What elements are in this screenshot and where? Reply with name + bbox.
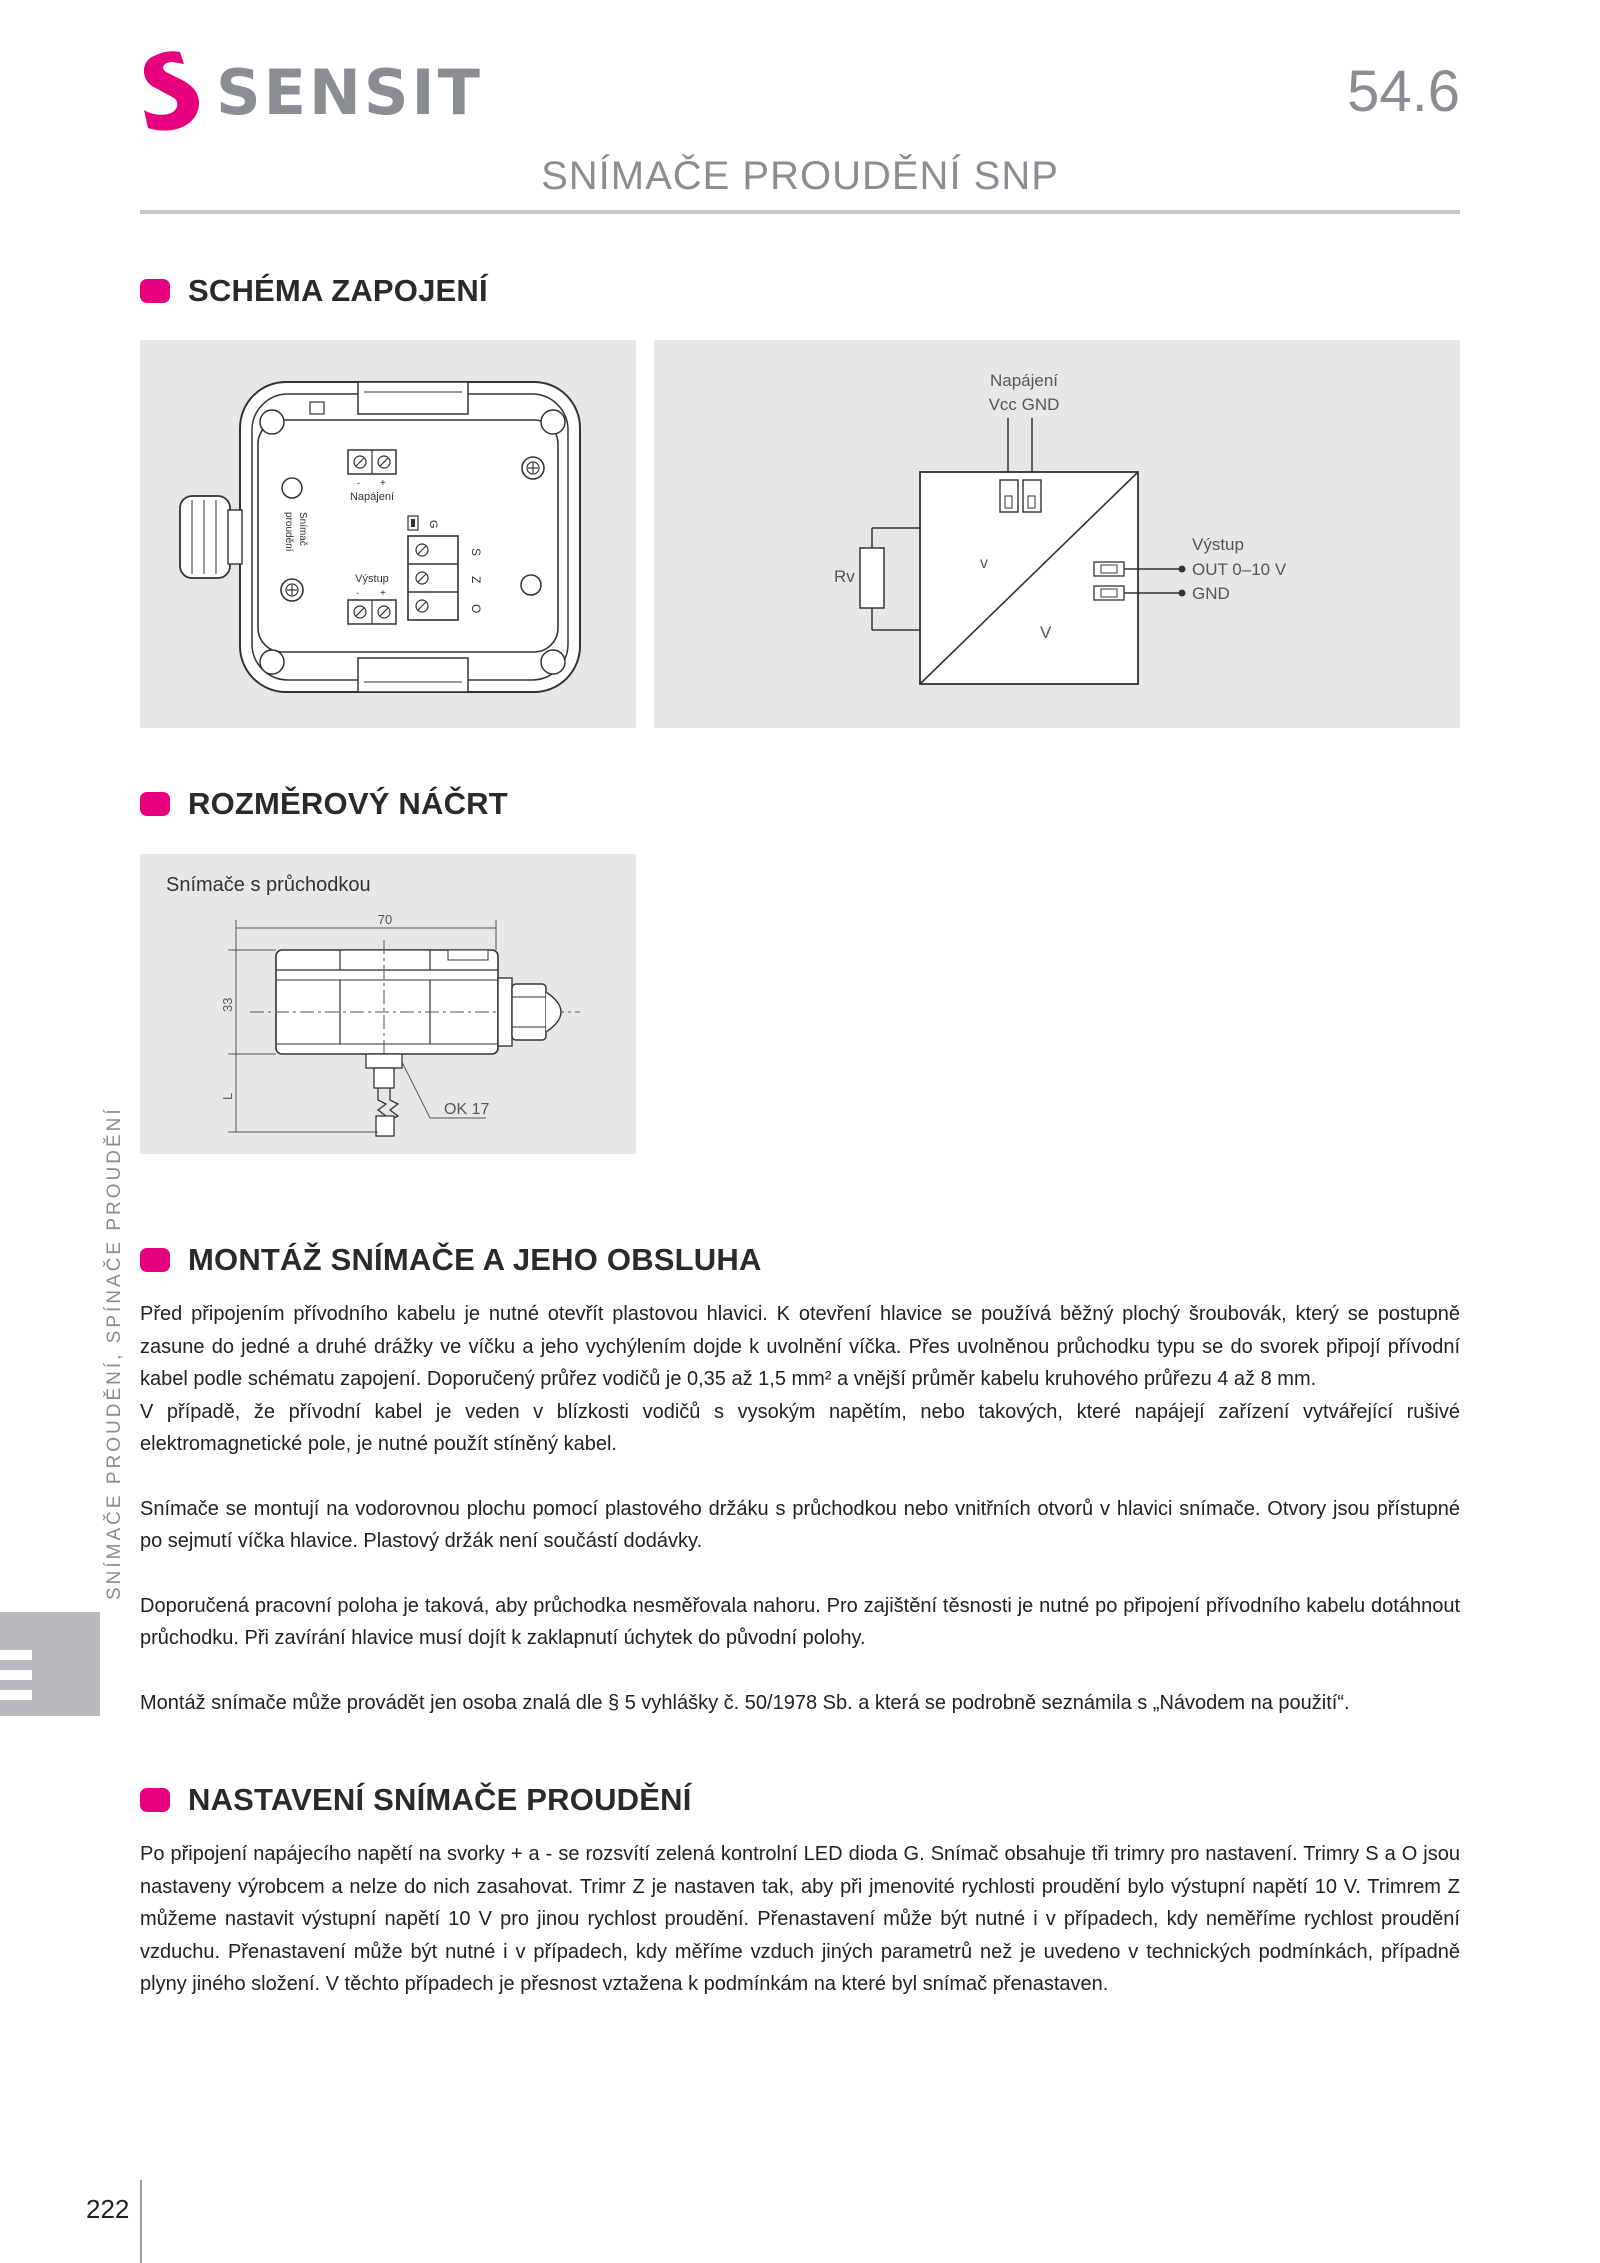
section-title: SCHÉMA ZAPOJENÍ [188, 273, 488, 308]
terminal-minus-bottom: - [356, 588, 359, 598]
terminal-plus-bottom: + [380, 588, 386, 599]
mounting-text [140, 1298, 1460, 1719]
mounting-paragraph-5: Montáž snímače může provádět jen osoba znalá dle § 5 vyhlášky č. 50/1978 Sb. a která se podrobně seznámila s „Návodem na použití“. [140, 1691, 1350, 1714]
dimension-sketch-panel [140, 854, 636, 1154]
section-title: MONTÁŽ SNÍMAČE A JEHO OBSLUHA [188, 1242, 762, 1277]
mounting-paragraph-4: Doporučená pracovní poloha je taková, aby průchodka nesměřovala nahoru. Pro zajištění těsnosti je nutné po připojení přívodního kabelu dotáhnout průchodku. Při zavírání hlavice musí dojít k zaklapnutí úchytek do původní polohy. [140, 1594, 1460, 1649]
sensor-label-line2: proudění [283, 512, 294, 552]
section-bullet-icon [140, 1248, 170, 1272]
section-bullet-icon [140, 1788, 170, 1812]
terminal-layout-drawing [140, 340, 636, 728]
mounting-paragraph-3: Snímače se montují na vodorovnou plochu pomocí plastového držáku s průchodkou nebo vnitřních otvorů v hlavici snímače. Otvory jsou přístupné po sejmutí víčka hlavice. Plastový držák není součástí dodávky. [140, 1497, 1460, 1552]
sidebar-vertical-label: SNÍMAČE PROUDĚNÍ, SPÍNAČE PROUDĚNÍ [104, 1106, 125, 1600]
terminal-layout-panel [140, 340, 636, 728]
trimmer-label-o: O [469, 604, 483, 614]
diagram-label-napajeni: Napájení [989, 371, 1059, 390]
diagram-label-v-big: V [1040, 623, 1052, 642]
trimmer-label-z: Z [469, 576, 483, 584]
terminal-plus-top: + [380, 478, 386, 489]
section-title: ROZMĚROVÝ NÁČRT [188, 786, 508, 821]
diagram-label-out: OUT 0–10 V [1192, 560, 1287, 579]
diagram-label-rv: Rv [834, 567, 855, 586]
footer-divider [140, 2180, 142, 2263]
terminal-label-napajeni: Napájení [349, 491, 395, 503]
section-heading-wiring [140, 274, 488, 308]
header-divider [140, 210, 1460, 214]
section-heading-mounting [140, 1243, 762, 1277]
led-label-g: G [427, 520, 439, 529]
dim-width-label: 70 [377, 912, 393, 927]
dim-height-label: 33 [220, 997, 235, 1012]
brand-name: SENSIT [216, 56, 483, 129]
page-title: SNÍMAČE PROUDĚNÍ SNP [541, 154, 1059, 198]
wiring-diagram-panel [654, 340, 1460, 728]
diagram-label-gnd: GND [1192, 584, 1230, 603]
setting-paragraph: Po připojení napájecího napětí na svorky + a - se rozsvítí zelená kontrolní LED dioda G. Snímač obsahuje tři trimry pro nastavení. Trimry S a O jsou nastaveny výrobcem a nelze do nich zasahovat. Trimr Z je nastaven tak, aby při jmenovité rychlosti proudění bylo výstupní napětí 10 V. Trimrem Z můžeme nastavit výstupní napětí 10 V pro jinou rychlost proudění. Přenastavení může být nutné i v případech, kdy neměříme rychlost proudění vzduchu. Přenastavení může být nutné i v případech, kdy měříme vzduch jiných parametrů než je uvedeno v technických podmínkách, případně plyny jiného složení. V těchto případech je přesnost vztažena k podmínkám na které byl snímač přenastaven. [140, 1843, 1460, 1995]
mounting-paragraph-2: V případě, že přívodní kabel je veden v blízkosti vodičů s vysokým napětím, nebo takových, které napájejí zařízení vytvářející rušivé elektromagnetické pole, je nutné použít stíněný kabel. [140, 1400, 1460, 1455]
terminal-minus-top: - [357, 478, 360, 488]
mounting-paragraph-1: Před připojením přívodního kabelu je nutné otevřít plastovou hlavici. K otevření hlavice se používá běžný plochý šroubovák, který se postupně zasune do jedné a druhé drážky ve víčku a jeho vychýlením dojde k uvolnění víčka. Přes uvolněnou průchodku typu se do svorek připojí přívodní kabel podle schématu zapojení. Doporučený průřez vodičů je 0,35 až 1,5 mm² a vnější průměr kabelu kruhového průřezu 4 až 8 mm. [140, 1303, 1460, 1390]
setting-text [140, 1838, 1460, 2001]
section-bullet-icon [140, 279, 170, 303]
dim-length-label: L [220, 1092, 235, 1100]
dimension-caption: Snímače s průchodkou [166, 874, 371, 896]
dim-wrench-label: OK 17 [444, 1101, 490, 1118]
sensor-label-line1: Snímač [297, 512, 308, 546]
section-bullet-icon [140, 792, 170, 816]
page-number: 222 [86, 2194, 130, 2224]
trimmer-label-s: S [469, 548, 483, 557]
section-heading-dimensions [140, 787, 508, 821]
terminal-label-vystup: Výstup [355, 573, 389, 585]
diagram-label-v-small: v [980, 555, 988, 572]
section-heading-setting [140, 1783, 692, 1817]
sidebar-tab-marker [0, 1612, 100, 1716]
sensit-logo-icon [140, 50, 202, 134]
section-title: NASTAVENÍ SNÍMAČE PROUDĚNÍ [188, 1782, 692, 1817]
diagram-label-vcc-gnd: Vcc GND [988, 395, 1060, 414]
dimension-drawing [140, 854, 636, 1154]
page-code: 54.6 [1347, 59, 1460, 124]
wiring-diagram-drawing [654, 340, 1460, 728]
diagram-label-vystup: Výstup [1192, 535, 1244, 554]
